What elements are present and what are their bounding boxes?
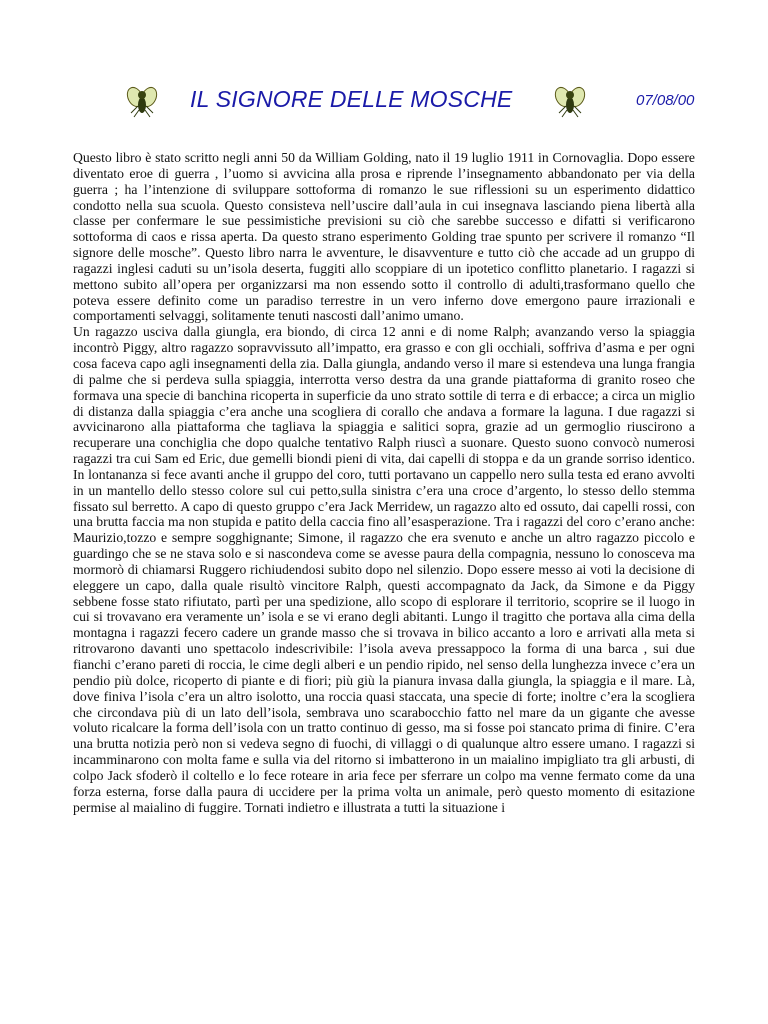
fly-icon [126, 84, 158, 118]
paragraph: Un ragazzo usciva dalla giungla, era biondo, di circa 12 anni e di nome Ralph; avanzando verso la spiaggia incontrò Piggy, altro ragazzo sopravvissuto all’impatto, era grasso e con gli occhiali, soffriva d’asma e per ogni cosa faceva capo agli insegnamenti della zia. Dalla giungla, andando verso il mare si estendeva una lunga frangia di palme che si perdeva sulla spiaggia, interrotta verso destra da una grande piattaforma di granito roseo che formava una specie di banchina ricoperta in superficie da uno strato sottile di terra e di erbacce; a circa un miglio di distanza dalla spiaggia c’era anche una scogliera di corallo che andava a formare la laguna. I due ragazzi si avvicinarono alla piattaforma che tagliava la spiaggia e salitici sopra, grazie ad un germoglio riuscirono a recuperare una conchiglia che dopo qualche tentativo Ralph riuscì a suonare. Questo suono convocò numerosi ragazzi tra cui Sam ed Eric, due gemelli biondi pieni di vita, dai capelli di stoppa e da un grande sorriso identico. In lontananza si fece avanti anche il gruppo del coro, tutti portavano un cappello nero sulla testa ed erano avvolti in un mantello dello stesso colore sul cui petto,sulla sinistra c’era una croce d’argento, lo stesso dello stemma fissato sul berretto. A capo di questo gruppo c’era Jack Merridew, un ragazzo alto ed ossuto, dai capelli rossi, con una brutta faccia ma non stupida e patito della caccia fino all’esasperazione. Tra i ragazzi del coro c’erano anche: Maurizio,tozzo e sempre sogghignante; Simone, il ragazzo che era svenuto e anche un altro ragazzo piccolo e guardingo che se ne stava solo e si nascondeva come se avesse paura della compagnia, nessuno lo conosceva ma mormorò di chiamarsi Ruggero richiudendosi subito dopo nel silenzio. Dopo essere messo ai voti la decisione di eleggere un capo, dalla quale risultò vincitore Ralph, questi accompagnato da Jack, da Simone e da Piggy sebbene fosse stato rifiutato, partì per una spedizione, allo scopo di esplorare il territorio, scoprire se il luogo in cui si trovavano era veramente un’ isola e se vi erano degli abitanti. Lungo il tragitto che portava alla cima della montagna i ragazzi fecero cadere un grande masso che si trovava in bilico accanto a loro e arrivati alla meta si ritrovarono davanti uno spettacolo indescrivibile: l’isola aveva pressappoco la forma di una barca , sui due fianchi c’erano pareti di roccia, le cime degli alberi e un pendio ripido, nel senso della lunghezza invece c’era un pendio più dolce, ricoperto di piante e di fiori; più giù la pianura invasa dalla giungla, la spiaggia e il mare. Là, dove finiva l’isola c’era un altro isolotto, una roccia quasi staccata, una specie di forte; inoltre c’era la scogliera che circondava più di un lato dell’isola, sembrava uno scarabocchio fatto nel mare da un gigante che avesse voluto ricalcare la forma dell’isola con un tratto continuo di gesso, ma si fosse poi stancato prima di finire. C’era una brutta notizia però non si vedeva segno di fuochi, di villaggi o di qualunque altro essere umano. I ragazzi si incamminarono con molta fame e sulla via del ritorno si imbatterono in un maialino impigliato tra gli arbusti, di colpo Jack sfoderò il coltello e lo fece roteare in aria fece per sferrare un colpo ma venne fermato come da una forza esterna, forse dalla paura di uccidere per la prima volta un animale, però questo momento di esitazione permise al maialino di fuggire. Tornati indietro e illustrata a tutti la situazione i [73, 324, 695, 815]
document-body [73, 150, 695, 815]
document-header [0, 84, 768, 124]
document-title: IL SIGNORE DELLE MOSCHE [190, 86, 513, 112]
fly-icon [554, 84, 586, 118]
document-date: 07/08/00 [636, 92, 695, 109]
paragraph: Questo libro è stato scritto negli anni 50 da William Golding, nato il 19 luglio 1911 in Cornovaglia. Dopo essere diventato eroe di guerra , l’uomo si avvicina alla prosa e riprende l’insegnamento abbandonato per via della guerra ; ha l’intenzione di sviluppare sottoforma di romanzo le sue riflessioni su un esperimento didattico condotto nella sua scuola. Questo consisteva nell’uscire dall’aula in cui insegnava lasciando piena libertà alla classe per confermare le sue pessimistiche previsioni su ciò che sarebbe successo e difatti si verificarono sottoforma di caos e rissa aperta. Da questo strano esperimento Golding trae spunto per scrivere il romanzo “Il signore delle mosche”. Questo libro narra le avventure, le disavventure e tutto ciò che accade ad un gruppo di ragazzi inglesi caduti su un’isola deserta, fuggiti allo scoppiare di un ipotetico conflitto planetario. I ragazzi si mettono subito all’opera per organizzarsi ma non essendo sotto il controllo di adulti,trasformano quello che poteva essere definito come un paradiso terrestre in un vero inferno dove emergono paure irrazionali e comportamenti selvaggi, solitamente tenuti nascosti dall’animo umano. [73, 150, 695, 324]
